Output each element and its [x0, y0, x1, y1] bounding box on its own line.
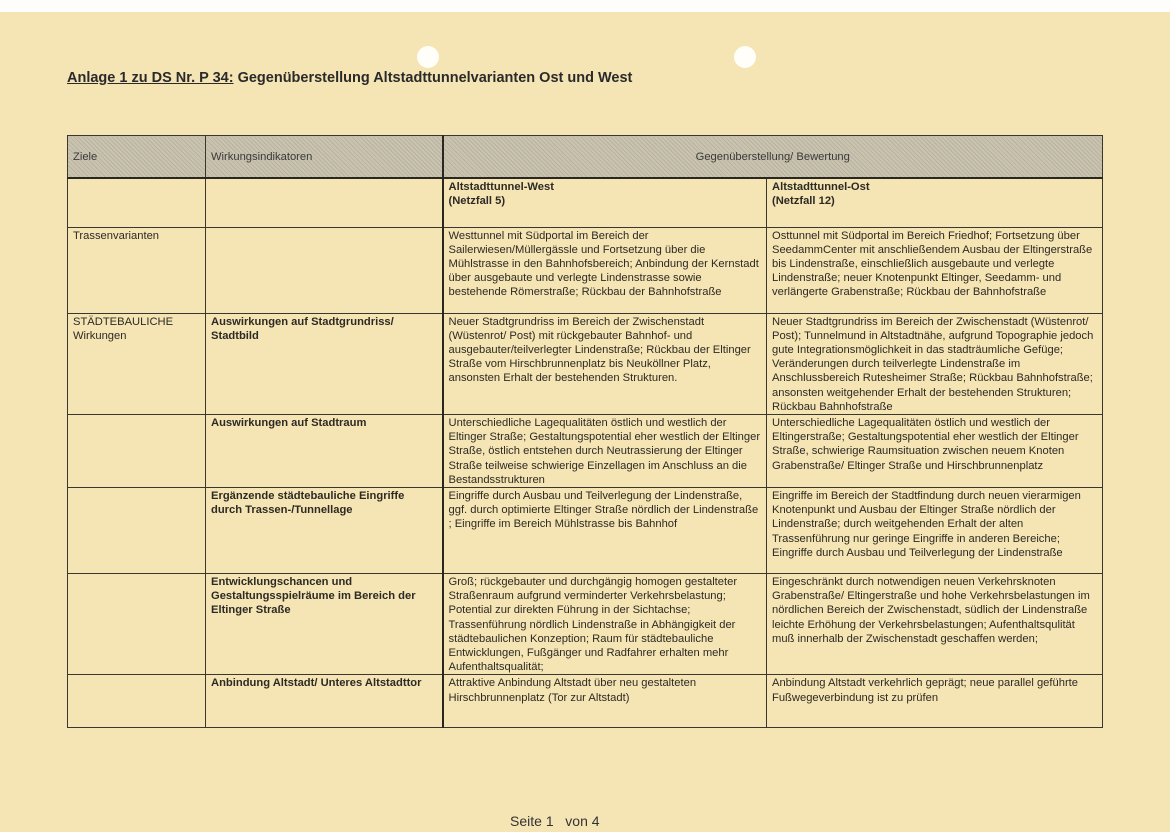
- header-bewertung: Gegenüberstellung/ Bewertung: [443, 136, 1103, 179]
- header-indikatoren: Wirkungsindikatoren: [206, 136, 443, 179]
- west-cell: Westtunnel mit Südportal im Bereich der Sailerwiesen/Müllergässle und Fortsetzung über die Mühlstrasse in den Bahnhofsbereich; Anbindung der Kernstadt über ausgebaute und verlegte Lindenstrasse sowie bestehende Römerstraße; Rückbau der Bahnhofstraße: [443, 227, 767, 313]
- indikator-cell: Anbindung Altstadt/ Unteres Altstadttor: [206, 675, 443, 728]
- west-cell: Unterschiedliche Lagequalitäten östlich und westlich der Eltinger Straße; Gestaltungspotential eher westlich der Eltinger Straße, östlich entstehen durch Neutrassierung der Eltinger Straße teilweise schwierige Einzellagen im Anschluss an die Bestandsstrukturen: [443, 414, 767, 487]
- variant-west-name: Altstadttunnel-West: [448, 181, 554, 193]
- variant-west-case: (Netzfall 5): [448, 195, 506, 208]
- ziel-cell: STÄDTEBAULICHE Wirkungen: [68, 313, 206, 414]
- footer-page-number: 1: [545, 813, 554, 829]
- variant-west: [443, 178, 767, 227]
- table-row: [68, 414, 1103, 487]
- comparison-table: [67, 135, 1103, 728]
- variant-ost-name: Altstadttunnel-Ost: [772, 181, 870, 193]
- title-prefix: Anlage 1 zu DS Nr. P 34:: [67, 70, 234, 86]
- indikator-cell: [206, 227, 443, 313]
- ost-cell: Unterschiedliche Lagequalitäten östlich und westlich der Eltingerstraße; Gestaltungspotential eher westlich der Eltinger Straße, schwierige Raumsituation zwischen neuem Knoten Grabenstraße/ Eltinger Straße und Hirschbrunnenplatz: [767, 414, 1103, 487]
- table-row: [68, 487, 1103, 573]
- west-cell: Attraktive Anbindung Altstadt über neu gestalteten Hirschbrunnenplatz (Tor zur Altstadt): [443, 675, 767, 728]
- header-row: [68, 136, 1103, 179]
- ziel-cell: [68, 675, 206, 728]
- table-row: [68, 675, 1103, 728]
- table-row: [68, 227, 1103, 313]
- ziel-cell: [68, 487, 206, 573]
- empty-cell: [206, 178, 443, 227]
- table-row: [68, 573, 1103, 674]
- ost-cell: Neuer Stadtgrundriss im Bereich der Zwischenstadt (Wüstenrot/ Post); Tunnelmund in Altstadtnähe, aufgrund Topographie jedoch gute Integrationsmöglichkeit in das stadträumliche Gefüge; Veränderungen durch teilverlegte Lindenstraße im Anschlussbereich Rutesheimer Straße; Rückbau Bahnhofstraße; ansonsten weitgehender Erhalt der bestehenden Strukturen; Rückbau Bahnhofstraße: [767, 313, 1103, 414]
- west-cell: Eingriffe durch Ausbau und Teilverlegung der Lindenstraße, ggf. durch optimierte Eltinger Straße nördlich der Lindenstraße ; Eingriffe im Bereich Mühlstrasse bis Bahnhof: [443, 487, 767, 573]
- variant-ost: [767, 178, 1103, 227]
- punch-hole: [734, 46, 756, 68]
- variant-ost-case: (Netzfall 12): [772, 195, 835, 208]
- indikator-cell: Auswirkungen auf Stadtgrundriss/ Stadtbild: [206, 313, 443, 414]
- empty-cell: [68, 178, 206, 227]
- footer-page-total: von 4: [565, 813, 600, 829]
- footer-label: Seite: [510, 813, 542, 829]
- page-footer: [510, 813, 600, 829]
- header-ziele: Ziele: [68, 136, 206, 179]
- ziel-cell: [68, 573, 206, 674]
- table-row: [68, 313, 1103, 414]
- indikator-cell: Ergänzende städtebauliche Eingriffe durch Trassen-/Tunnellage: [206, 487, 443, 573]
- ost-cell: Osttunnel mit Südportal im Bereich Friedhof; Fortsetzung über SeedammCenter mit anschließendem Ausbau der Eltingerstraße bis Lindenstraße, einschließlich ausgebaute und verlegte Lindenstraße; neuer Knotenpunkt Eltinger, Seedamm- und verlängerte Grabenstraße; Rückbau der Bahnhofstraße: [767, 227, 1103, 313]
- title-text: Gegenüberstellung Altstadttunnelvarianten Ost und West: [237, 70, 633, 86]
- indikator-cell: Entwicklungschancen und Gestaltungsspielräume im Bereich der Eltinger Straße: [206, 573, 443, 674]
- ost-cell: Eingriffe im Bereich der Stadtfindung durch neuen vierarmigen Knotenpunkt und Ausbau der Eltinger Straße nördlich der Lindenstraße; durch weitgehenden Erhalt der alten Trassenführung nur geringe Eingriffe in anderen Bereiche; Eingriffe durch Ausbau und Teilverlegung der Lindenstraße: [767, 487, 1103, 573]
- west-cell: Groß; rückgebauter und durchgängig homogen gestalteter Straßenraum aufgrund verminderter Verkehrsbelastung; Potential zur direkten Führung in der Sichtachse; Trassenführung nördlich Lindenstraße in Abhängigkeit der städtebaulichen Konzeption; Raum für städtebauliche Entwicklungen, Fußgänger und Radfahrer erhalten mehr Aufenthaltsqualität;: [443, 573, 767, 674]
- ziel-cell: [68, 414, 206, 487]
- indikator-cell: Auswirkungen auf Stadtraum: [206, 414, 443, 487]
- punch-hole: [417, 46, 439, 68]
- ost-cell: Anbindung Altstadt verkehrlich geprägt; neue parallel geführte Fußwegeverbindung ist zu prüfen: [767, 675, 1103, 728]
- west-cell: Neuer Stadtgrundriss im Bereich der Zwischenstadt (Wüstenrot/ Post) mit rückgebauter Bahnhof- und ausgebauter/teilverlegter Lindenstraße; Rückbau der Eltinger Straße vom Hirschbrunnenplatz bis Neuköllner Platz, ansonsten Erhalt der bestehenden Strukturen.: [443, 313, 767, 414]
- variant-row: [68, 178, 1103, 227]
- page-title: [67, 70, 632, 86]
- scan-edge: [0, 0, 1170, 12]
- ost-cell: Eingeschränkt durch notwendigen neuen Verkehrsknoten Grabenstraße/ Eltingerstraße und hohe Verkehrsbelastungen im nördlichen Bereich der Zwischenstadt, südlich der Lindenstraße leichte Erhöhung der Verkehrsbelastungen; Aufenthaltsqulität muß innerhalb der Zwischenstadt geschaffen werden;: [767, 573, 1103, 674]
- ziel-cell: Trassenvarianten: [68, 227, 206, 313]
